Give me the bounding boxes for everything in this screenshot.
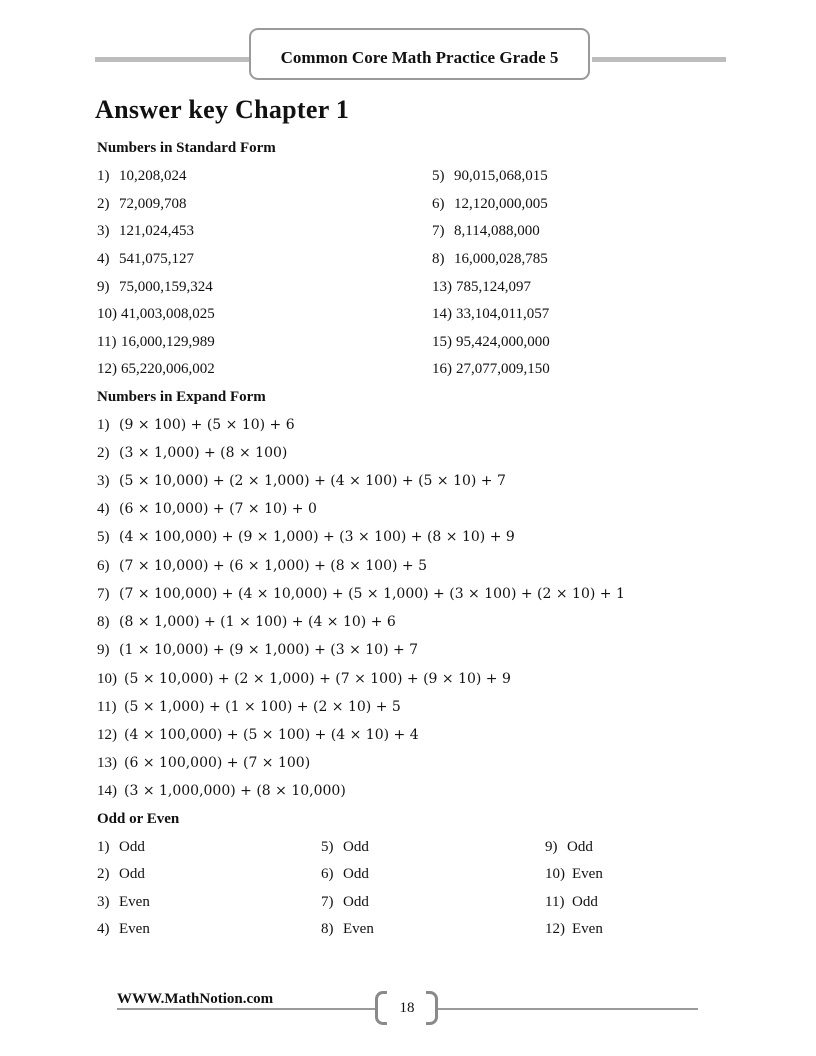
item-number: 7) — [321, 894, 334, 910]
item-number: 3) — [97, 473, 110, 489]
item-number: 13) — [97, 755, 117, 771]
item-value: 121,024,453 — [119, 223, 194, 239]
book-title: Common Core Math Practice Grade 5 — [280, 48, 559, 67]
item-value: Odd — [343, 866, 369, 882]
expand-answer-13 — [97, 754, 310, 772]
item-number: 4) — [97, 251, 110, 267]
odd-even-answer-10 — [545, 865, 603, 883]
item-value: Odd — [572, 894, 598, 910]
item-value: Even — [572, 866, 603, 882]
odd-even-answer-4 — [97, 920, 150, 938]
item-number: 15) — [432, 334, 452, 350]
item-number: 5) — [97, 529, 110, 545]
item-value: 72,009,708 — [119, 196, 187, 212]
item-number: 5) — [321, 839, 334, 855]
item-number: 12) — [545, 921, 565, 937]
item-value: Even — [343, 921, 374, 937]
item-value: Odd — [567, 839, 593, 855]
standard-answer-12 — [97, 360, 215, 378]
odd-even-answer-6 — [321, 865, 369, 883]
item-value: 8,114,088,000 — [454, 223, 540, 239]
odd-even-answer-5 — [321, 838, 369, 856]
item-value: Odd — [119, 839, 145, 855]
page-number-bracket-left — [375, 991, 387, 1025]
item-number: 4) — [97, 501, 110, 517]
item-expression: (8 × 1,000) + (1 × 100) + (4 × 10) + 6 — [119, 614, 396, 630]
item-expression: (3 × 1,000) + (8 × 100) — [119, 445, 288, 461]
odd-even-answer-12 — [545, 920, 603, 938]
item-expression: (7 × 100,000) + (4 × 10,000) + (5 × 1,000) + (3 × 100) + (2 × 10) + 1 — [119, 586, 625, 602]
item-number: 1) — [97, 417, 110, 433]
standard-answer-9 — [97, 278, 213, 296]
item-expression: (5 × 1,000) + (1 × 100) + (2 × 10) + 5 — [124, 699, 401, 715]
item-value: Even — [119, 921, 150, 937]
expand-answer-9 — [97, 641, 418, 659]
odd-even-answer-11 — [545, 893, 598, 911]
item-number: 3) — [97, 894, 110, 910]
standard-answer-8 — [432, 250, 548, 268]
expand-answer-14 — [97, 782, 346, 800]
standard-answer-2 — [97, 195, 187, 213]
item-expression: (7 × 10,000) + (6 × 1,000) + (8 × 100) + 5 — [119, 558, 427, 574]
item-value: 785,124,097 — [456, 279, 531, 295]
standard-answer-7 — [432, 222, 540, 240]
item-number: 2) — [97, 445, 110, 461]
item-expression: (3 × 1,000,000) + (8 × 10,000) — [124, 783, 346, 799]
expand-answer-6 — [97, 557, 427, 575]
odd-even-answer-8 — [321, 920, 374, 938]
standard-answer-3 — [97, 222, 194, 240]
page-number: 18 — [399, 1000, 415, 1016]
standard-answer-4 — [97, 250, 194, 268]
page-title: Answer key Chapter 1 — [95, 95, 350, 124]
standard-answer-16 — [432, 360, 550, 378]
item-number: 9) — [97, 642, 110, 658]
standard-answer-13 — [432, 278, 531, 296]
expand-answer-3 — [97, 472, 506, 490]
item-number: 7) — [97, 586, 110, 602]
standard-answer-1 — [97, 167, 187, 185]
expand-answer-2 — [97, 444, 287, 462]
item-number: 9) — [545, 839, 558, 855]
item-number: 6) — [97, 558, 110, 574]
item-number: 4) — [97, 921, 110, 937]
header-rule-right — [592, 57, 726, 62]
item-number: 16) — [432, 361, 452, 377]
item-number: 11) — [545, 894, 565, 910]
item-value: 27,077,009,150 — [456, 361, 550, 377]
item-value: 16,000,028,785 — [454, 251, 548, 267]
odd-even-answer-3 — [97, 893, 150, 911]
item-value: 33,104,011,057 — [456, 306, 550, 322]
item-value: Even — [119, 894, 150, 910]
expand-answer-12 — [97, 726, 419, 744]
footer-rule-right — [438, 1008, 698, 1010]
standard-answer-11 — [97, 333, 215, 351]
item-number: 2) — [97, 196, 110, 212]
item-number: 6) — [321, 866, 334, 882]
item-expression: (6 × 100,000) + (7 × 100) — [124, 755, 311, 771]
standard-answer-15 — [432, 333, 550, 351]
item-number: 6) — [432, 196, 445, 212]
item-number: 11) — [97, 334, 117, 350]
item-expression: (5 × 10,000) + (2 × 1,000) + (4 × 100) + (5 × 10) + 7 — [119, 473, 506, 489]
footer-rule-left — [117, 1008, 377, 1010]
odd-even-answer-9 — [545, 838, 593, 856]
item-number: 9) — [97, 279, 110, 295]
item-number: 11) — [97, 699, 117, 715]
item-number: 10) — [97, 671, 117, 687]
item-value: 65,220,006,002 — [121, 361, 215, 377]
expand-answer-11 — [97, 698, 401, 716]
item-number: 8) — [321, 921, 334, 937]
item-expression: (6 × 10,000) + (7 × 10) + 0 — [119, 501, 317, 517]
item-value: 541,075,127 — [119, 251, 194, 267]
expand-answer-1 — [97, 416, 295, 434]
item-value: Odd — [119, 866, 145, 882]
item-value: Odd — [343, 894, 369, 910]
item-number: 8) — [97, 614, 110, 630]
item-value: Odd — [343, 839, 369, 855]
item-number: 1) — [97, 168, 110, 184]
standard-form-heading: Numbers in Standard Form — [97, 140, 276, 156]
item-expression: (4 × 100,000) + (9 × 1,000) + (3 × 100) + (8 × 10) + 9 — [119, 529, 515, 545]
item-number: 3) — [97, 223, 110, 239]
standard-answer-14 — [432, 305, 549, 323]
item-number: 7) — [432, 223, 445, 239]
item-expression: (9 × 100) + (5 × 10) + 6 — [119, 417, 295, 433]
expand-answer-4 — [97, 500, 317, 518]
page-number-bracket-right — [426, 991, 438, 1025]
item-number: 10) — [97, 306, 117, 322]
expand-form-heading: Numbers in Expand Form — [97, 389, 266, 405]
odd-even-answer-7 — [321, 893, 369, 911]
item-value: 41,003,008,025 — [121, 306, 215, 322]
expand-answer-10 — [97, 670, 511, 688]
item-number: 12) — [97, 361, 117, 377]
item-number: 2) — [97, 866, 110, 882]
item-value: 16,000,129,989 — [121, 334, 215, 350]
footer-website: WWW.MathNotion.com — [117, 991, 274, 1007]
item-value: 95,424,000,000 — [456, 334, 550, 350]
item-number: 5) — [432, 168, 445, 184]
standard-answer-5 — [432, 167, 548, 185]
item-expression: (5 × 10,000) + (2 × 1,000) + (7 × 100) + (9 × 10) + 9 — [124, 671, 511, 687]
standard-answer-10 — [97, 305, 215, 323]
odd-even-heading: Odd or Even — [97, 811, 180, 827]
item-number: 13) — [432, 279, 452, 295]
item-expression: (1 × 10,000) + (9 × 1,000) + (3 × 10) + 7 — [119, 642, 419, 658]
expand-answer-8 — [97, 613, 396, 631]
item-number: 10) — [545, 866, 565, 882]
item-value: 12,120,000,005 — [454, 196, 548, 212]
header-rule-left — [95, 57, 250, 62]
item-number: 14) — [432, 306, 452, 322]
item-number: 8) — [432, 251, 445, 267]
item-number: 14) — [97, 783, 117, 799]
item-number: 12) — [97, 727, 117, 743]
odd-even-answer-1 — [97, 838, 145, 856]
expand-answer-7 — [97, 585, 625, 603]
standard-answer-6 — [432, 195, 548, 213]
item-expression: (4 × 100,000) + (5 × 100) + (4 × 10) + 4 — [124, 727, 419, 743]
item-value: Even — [572, 921, 603, 937]
item-value: 10,208,024 — [119, 168, 187, 184]
item-number: 1) — [97, 839, 110, 855]
item-value: 90,015,068,015 — [454, 168, 548, 184]
odd-even-answer-2 — [97, 865, 145, 883]
expand-answer-5 — [97, 528, 515, 546]
item-value: 75,000,159,324 — [119, 279, 213, 295]
